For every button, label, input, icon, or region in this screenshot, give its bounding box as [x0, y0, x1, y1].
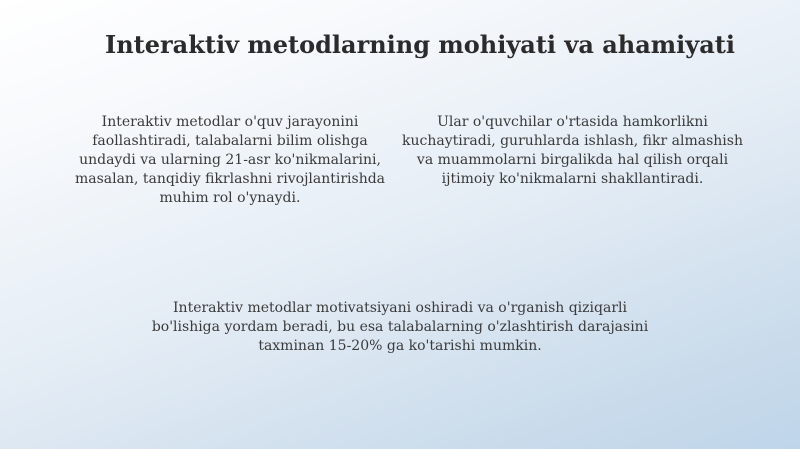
- text-block-bottom: [130, 299, 670, 356]
- text-block-left: [60, 113, 400, 208]
- text-line: faollashtiradi, talabalarni bilim olishga: [92, 133, 368, 149]
- text-line: muhim rol o'ynaydi.: [159, 190, 301, 206]
- text-line: Interaktiv metodlar motivatsiyani oshiradi va o'rganish qiziqarli: [173, 300, 627, 316]
- text-line: undaydi va ularning 21-asr ko'nikmalarini,: [79, 152, 381, 168]
- text-line: va muammolarni birgalikda hal qilish orqali: [416, 152, 729, 168]
- text-block-right: [400, 113, 745, 189]
- text-line: masalan, tanqidiy fikrlashni rivojlantirishda: [74, 171, 386, 187]
- text-line: taxminan 15-20% ga ko'tarishi mumkin.: [258, 338, 542, 354]
- text-line: kuchaytiradi, guruhlarda ishlash, fikr almashish: [402, 133, 743, 149]
- text-line: ijtimoiy ko'nikmalarni shakllantiradi.: [441, 171, 704, 187]
- text-line: bo'lishiga yordam beradi, bu esa talabalarning o'zlashtirish darajasini: [151, 319, 649, 335]
- text-line: Ular o'quvchilar o'rtasida hamkorlikni: [437, 114, 708, 130]
- slide-title: Interaktiv metodlarning mohiyati va ahamiyati: [105, 30, 735, 59]
- text-line: Interaktiv metodlar o'quv jarayonini: [101, 114, 359, 130]
